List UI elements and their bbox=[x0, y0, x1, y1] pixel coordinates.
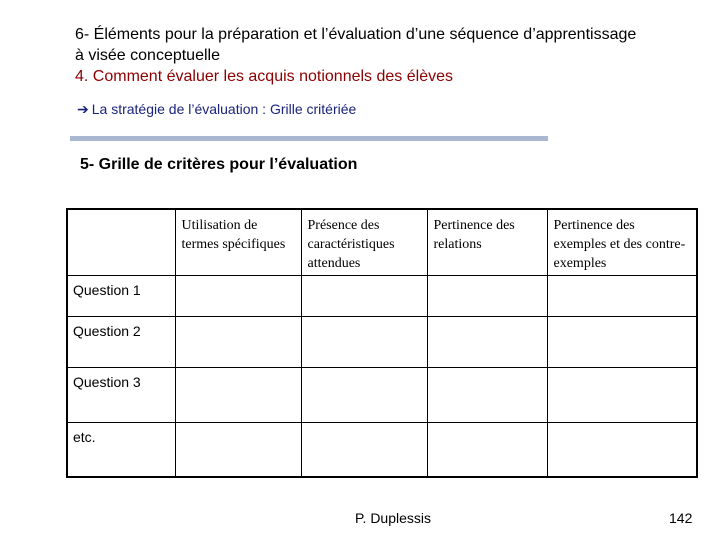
column-header: Pertinence des exemples et des contre-exemples bbox=[547, 209, 697, 276]
grid-corner-cell bbox=[67, 209, 175, 276]
row-label: Question 3 bbox=[67, 368, 175, 423]
grid-cell bbox=[427, 423, 547, 477]
grid-cell bbox=[301, 368, 427, 423]
strategy-text: La stratégie de l’évaluation : Grille critériée bbox=[91, 101, 357, 117]
strategy-line bbox=[77, 101, 356, 118]
grid-cell bbox=[301, 423, 427, 477]
grid-title: 5- Grille de critères pour l’évaluation bbox=[80, 156, 358, 173]
grid-cell bbox=[427, 276, 547, 317]
grid-cell bbox=[175, 276, 301, 317]
grid-cell bbox=[547, 317, 697, 368]
grid-cell bbox=[547, 276, 697, 317]
row-label: etc. bbox=[67, 423, 175, 477]
grid-cell bbox=[547, 368, 697, 423]
table-row bbox=[67, 317, 697, 368]
grid-cell bbox=[301, 317, 427, 368]
grid-header-row bbox=[67, 209, 697, 276]
column-header: Pertinence des relations bbox=[427, 209, 547, 276]
grid-cell bbox=[427, 317, 547, 368]
page-number: 142 bbox=[669, 510, 693, 526]
grid-cell bbox=[175, 317, 301, 368]
footer-author: P. Duplessis bbox=[355, 510, 432, 526]
arrow-right-icon: ➔ bbox=[77, 101, 89, 117]
header-line-1: 6- Éléments pour la préparation et l’évaluation d’une séquence d’apprentissage bbox=[75, 26, 637, 43]
grid-cell bbox=[547, 423, 697, 477]
grid-cell bbox=[427, 368, 547, 423]
column-header: Utilisation de termes spécifiques bbox=[175, 209, 301, 276]
grid-cell bbox=[175, 368, 301, 423]
row-label: Question 1 bbox=[67, 276, 175, 317]
column-header: Présence des caractéristiques attendues bbox=[301, 209, 427, 276]
table-row bbox=[67, 368, 697, 423]
header-line-2: à visée conceptuelle bbox=[75, 47, 220, 64]
slide-header bbox=[75, 24, 715, 87]
divider-rule bbox=[70, 136, 548, 141]
grid-cell bbox=[301, 276, 427, 317]
criteria-grid bbox=[66, 208, 698, 478]
header-subtitle: 4. Comment évaluer les acquis notionnels des élèves bbox=[75, 68, 453, 85]
table-row bbox=[67, 423, 697, 477]
row-label: Question 2 bbox=[67, 317, 175, 368]
table-row bbox=[67, 276, 697, 317]
grid-cell bbox=[175, 423, 301, 477]
